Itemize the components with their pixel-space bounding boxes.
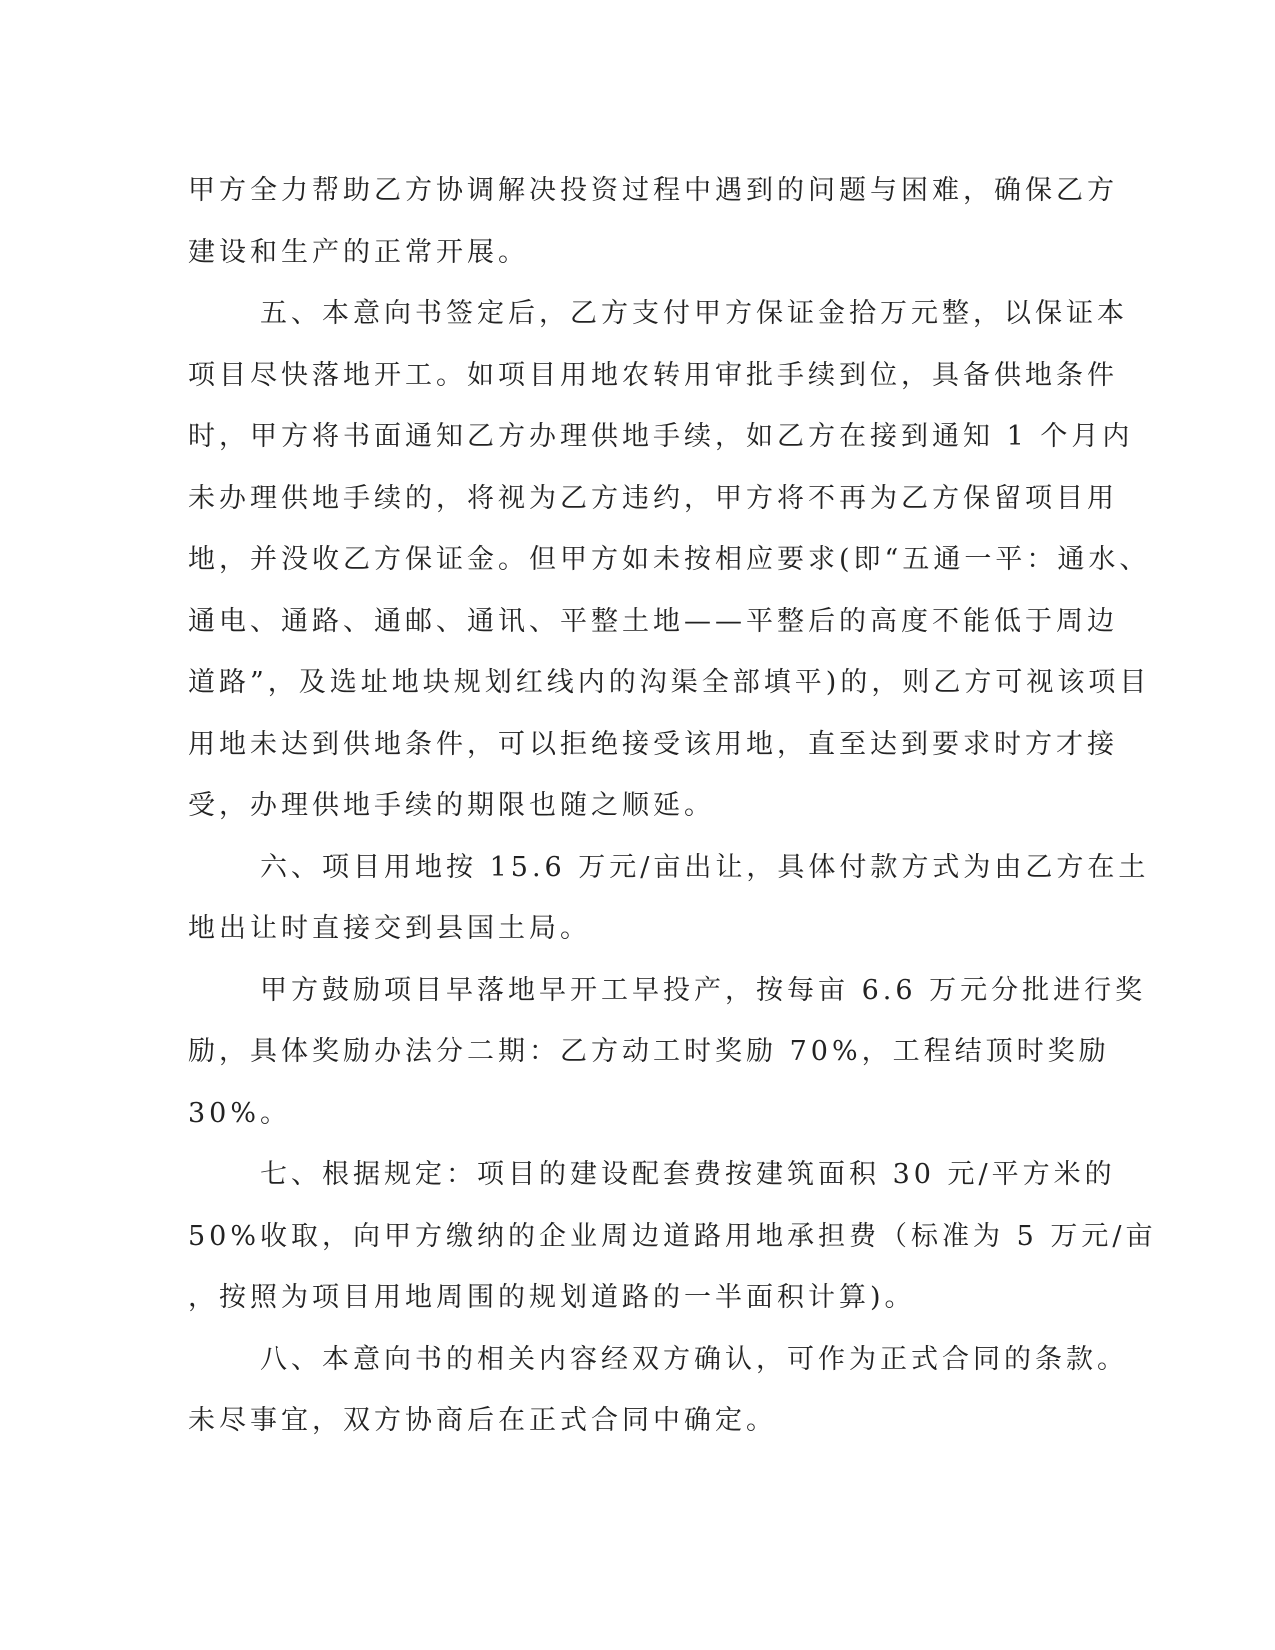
text-line: 地出让时直接交到县国土局。 [188, 913, 591, 944]
text-line: ，按照为项目用地周围的规划道路的一半面积计算)。 [188, 1282, 916, 1313]
text-line: 30%。 [188, 1097, 292, 1129]
clause-6-line: 六、项目用地按 15.6 万元/亩出让，具体付款方式为由乙方在土 [260, 851, 1150, 883]
text-line: 未尽事宜，双方协商后在正式合同中确定。 [188, 1405, 777, 1436]
text-line: 建设和生产的正常开展。 [188, 236, 529, 268]
text-line: 用地未达到供地条件，可以拒绝接受该用地，直至达到要求时方才接 [188, 728, 1118, 760]
clause-5-line: 五、本意向书签定后，乙方支付甲方保证金拾万元整，以保证本 [260, 298, 1128, 329]
text-line: 道路”，及选址地块规划红线内的沟渠全部填平)的，则乙方可视该项目 [188, 667, 1151, 698]
text-line: 项目尽快落地开工。如项目用地农转用审批手续到位，具备供地条件 [188, 359, 1118, 391]
clause-8-line: 八、本意向书的相关内容经双方确认，可作为正式合同的条款。 [260, 1343, 1128, 1375]
text-line: 受，办理供地手续的期限也随之顺延。 [188, 790, 715, 821]
text-line: 地，并没收乙方保证金。但甲方如未按相应要求(即“五通一平：通水、 [188, 544, 1151, 575]
text-line: 通电、通路、通邮、通讯、平整土地——平整后的高度不能低于周边 [188, 605, 1118, 637]
document-body [188, 160, 1157, 1452]
text-line: 甲方全力帮助乙方协调解决投资过程中遇到的问题与困难，确保乙方 [188, 175, 1118, 206]
text-line: 50%收取，向甲方缴纳的企业周边道路用地承担费（标准为 5 万元/亩 [188, 1220, 1157, 1252]
reward-paragraph-line: 甲方鼓励项目早落地早开工早投产，按每亩 6.6 万元分批进行奖 [260, 974, 1147, 1006]
clause-7-line: 七、根据规定：项目的建设配套费按建筑面积 30 元/平方米的 [260, 1159, 1116, 1190]
text-line: 时，甲方将书面通知乙方办理供地手续，如乙方在接到通知 1 个月内 [188, 421, 1134, 452]
text-line: 未办理供地手续的，将视为乙方违约，甲方将不再为乙方保留项目用 [188, 482, 1118, 514]
text-line: 励，具体奖励办法分二期：乙方动工时奖励 70%，工程结顶时奖励 [188, 1036, 1110, 1067]
